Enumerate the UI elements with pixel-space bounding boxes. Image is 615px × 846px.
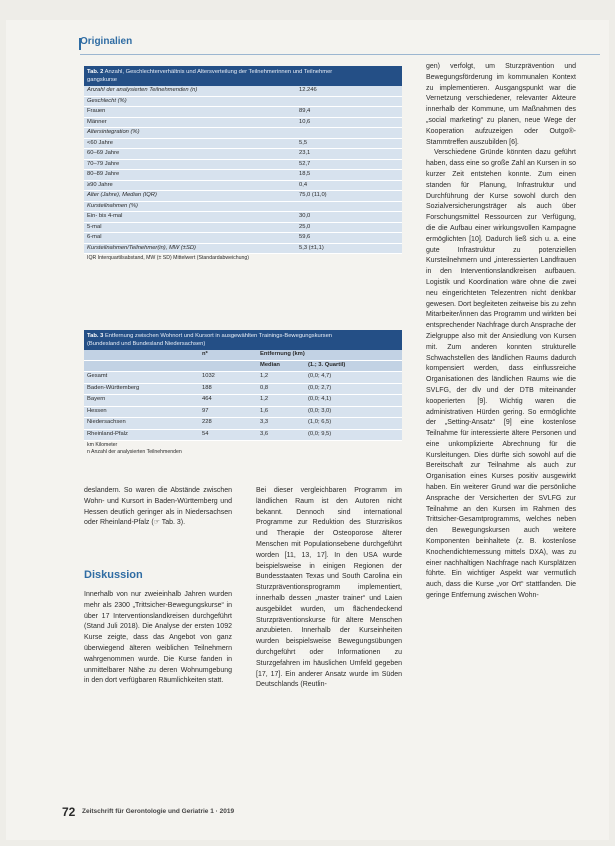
table-caption-line2: (Bundesland und Bundesland Niedersachsen) bbox=[87, 341, 206, 347]
row-value: 5,3 (±1,1) bbox=[299, 244, 324, 251]
table-row bbox=[84, 212, 402, 223]
column-header-quartile: (1.; 3. Quartil) bbox=[308, 362, 346, 368]
table-caption-label: Tab. 2 bbox=[87, 69, 104, 75]
table-footnote bbox=[84, 441, 402, 457]
column-header-median: Median bbox=[260, 362, 280, 368]
row-value: 5,5 bbox=[299, 139, 308, 146]
median-cell: 3,6 bbox=[260, 430, 269, 437]
region-cell: Bayern bbox=[87, 396, 106, 402]
paragraph: Innerhalb von nur zweieinhalb Jahren wurden mehr als 2300 „Trittsicher-Bewegungskurse“ in über 17 Interventionslandkreisen durchgeführt (Stand Juli 2018). Die Analyse der ersten 1092 Kurse zeigte, dass das Angebot von ganz überwiegend älteren weiblichen Teilnehmern wahrgenommen wurde. Die Kurse fanden in unmittelbarer Nähe zu deren Wohnumgebung in den dort verfügbaren Räumlichkeiten statt. bbox=[84, 591, 232, 685]
row-label: 5-mal bbox=[87, 223, 102, 230]
region-cell: Baden-Württemberg bbox=[87, 384, 140, 391]
table-row bbox=[84, 170, 402, 181]
region-cell: Rheinland-Pfalz bbox=[87, 430, 128, 437]
section-heading: Diskussion bbox=[84, 569, 143, 581]
row-label: 6-mal bbox=[87, 234, 102, 240]
table-caption-label: Tab. 3 bbox=[87, 333, 104, 339]
journal-title: Zeitschrift für Gerontologie und Geriatrie 1 · 2019 bbox=[82, 808, 235, 815]
n-cell: 228 bbox=[202, 419, 212, 425]
row-label: Geschlecht (%) bbox=[87, 97, 127, 104]
region-cell: Hessen bbox=[87, 407, 107, 414]
table-row bbox=[84, 97, 402, 108]
table-row bbox=[84, 139, 402, 150]
row-value: 25,0 bbox=[299, 223, 311, 230]
row-label: 70–79 Jahre bbox=[87, 160, 120, 167]
table-caption-text: Entfernung zwischen Wohnort und Kursort in ausgewählten Trainings-Bewegungskursen bbox=[104, 333, 333, 339]
row-label: Männer bbox=[87, 118, 107, 125]
paragraph: deslandern. So waren die Abstände zwischen Wohn- und Kursort in Baden-Württemberg und Hessen deutlich geringer als in Niedersachsen oder Rheinland-Pfalz (☞ Tab. 3). bbox=[84, 487, 232, 527]
median-cell: 0,8 bbox=[260, 384, 269, 391]
row-value bbox=[295, 97, 402, 107]
row-value: 10,6 bbox=[299, 118, 311, 125]
row-value: 23,1 bbox=[299, 150, 311, 156]
row-value: 18,5 bbox=[299, 171, 311, 177]
table-row bbox=[84, 407, 402, 419]
row-label: 80–89 Jahre bbox=[87, 171, 120, 177]
table-row bbox=[84, 149, 402, 160]
table-row bbox=[84, 430, 402, 442]
n-cell: 464 bbox=[202, 396, 212, 402]
table-row bbox=[84, 191, 402, 202]
row-label: Kursteilnahmen (%) bbox=[87, 202, 138, 209]
right-column bbox=[426, 62, 576, 602]
column-header-n: n* bbox=[202, 351, 208, 357]
table-caption bbox=[84, 66, 402, 86]
row-label: Kursteilnahmen/Teilnehmer(in), MW (±SD) bbox=[87, 244, 196, 251]
table-row bbox=[84, 223, 402, 234]
table-row bbox=[84, 395, 402, 407]
row-label: Altersintegration (%) bbox=[87, 129, 140, 135]
table-row bbox=[84, 160, 402, 171]
n-cell: 54 bbox=[202, 430, 209, 437]
paragraph: gen) verfolgt, um Sturzprävention und Bewegungsförderung im kommunalen Kontext zu implementieren. Ausgangspunkt war die Vernetzung verschiedener, relevanter Akteure innerhalb der Kommune, um Maßnahmen des „social marketing“ zu planen, neue Wege der Kooperation aufzuzeigen oder Outgo®-Stammtreffen auszubilden [6]. bbox=[426, 63, 576, 146]
table-row bbox=[84, 244, 402, 255]
row-label: Frauen bbox=[87, 108, 106, 114]
table-body bbox=[84, 86, 402, 254]
row-label: <60 Jahre bbox=[87, 139, 113, 146]
table-body bbox=[84, 372, 402, 441]
table-row bbox=[84, 128, 402, 139]
row-value: 52,7 bbox=[299, 160, 311, 167]
row-label: Anzahl der analysierten Teilnehmenden (n) bbox=[87, 87, 198, 93]
row-value: 12.246 bbox=[299, 87, 317, 93]
table-distance bbox=[84, 330, 402, 457]
median-cell: 1,6 bbox=[260, 407, 269, 414]
quartile-cell: (0,0; 4,7) bbox=[308, 373, 332, 379]
table-subheader-row bbox=[84, 361, 402, 372]
n-cell: 97 bbox=[202, 407, 209, 414]
table-row bbox=[84, 418, 402, 430]
left-column-body bbox=[84, 590, 232, 687]
row-value: 59,6 bbox=[299, 234, 311, 240]
row-value: 30,0 bbox=[299, 213, 311, 219]
row-value: 75,0 (11,0) bbox=[299, 192, 327, 198]
row-label: ≥90 Jahre bbox=[87, 181, 113, 188]
section-rule bbox=[80, 54, 600, 55]
page-number: 72 bbox=[62, 805, 76, 819]
quartile-cell: (0,0; 4,1) bbox=[308, 396, 332, 402]
table-caption-text: Anzahl, Geschlechterverhältnis und Altersverteilung der Teilnehmerinnen und Teilnehmer bbox=[104, 69, 333, 75]
quartile-cell: (1,0; 6,5) bbox=[308, 419, 332, 425]
table-row bbox=[84, 372, 402, 384]
paragraph: Bei dieser vergleichbaren Programm im ländlichen Raum ist den Autoren nicht bekannt. Dennoch sind international Programme zur Reduktion des Sturzrisikos und Therapie der Osteoporose älterer Menschen mit Populationsebene durchgeführt worden [11, 13, 17]. In den USA wurde beispielsweise in einigen Regionen der Bundesstaaten Texas und South Carolina ein Sturzpräventionsprogramm implementiert, innerhalb dessen „master trainer“ und Laien ausgebildet wurden, um flächendeckend Sturzpräventionskurse für ältere Menschen anzubieten. Innerhalb der Kurseinheiten wurden beispielsweise Bewegungsübungen durchgeführt oder Informationen zu Sturzgefahren im häuslichen Umfeld gegeben [17, 17]. Ein anderer Ansatz wurde im Süden Deutschlands (Reutlin- bbox=[256, 487, 402, 689]
row-value bbox=[295, 128, 402, 138]
table-footnote-2: n Anzahl der analysierten Teilnehmenden bbox=[87, 449, 182, 455]
column-header-distance: Entfernung (km) bbox=[260, 351, 305, 357]
table-caption bbox=[84, 330, 402, 350]
table-row bbox=[84, 86, 402, 97]
n-cell: 1032 bbox=[202, 373, 215, 379]
row-label: Ein- bis 4-mal bbox=[87, 213, 123, 219]
quartile-cell: (0,0; 9,5) bbox=[308, 430, 332, 437]
table-row bbox=[84, 233, 402, 244]
row-label: 60–69 Jahre bbox=[87, 150, 120, 156]
left-column-intro bbox=[84, 486, 232, 529]
median-cell: 1,2 bbox=[260, 373, 269, 379]
table-row bbox=[84, 202, 402, 213]
region-cell: Niedersachsen bbox=[87, 419, 126, 425]
table-participants bbox=[84, 66, 402, 263]
table-caption-line2: gangskurse bbox=[87, 77, 117, 83]
table-footnote-1: km Kilometer bbox=[87, 442, 118, 448]
row-value: 0,4 bbox=[299, 181, 308, 188]
table-header-row bbox=[84, 350, 402, 361]
paragraph: Verschiedene Gründe könnten dazu geführt haben, dass eine so große Zahl an Kursen in so kurzer Zeit entstehen konnte. Zum einen standen für Planung, Infrastruktur und Durchführung der Kurse sowohl durch den Sozialversicherungsträger als auch über Forschungsmittel Ressourcen zur Verfügung, die die Aufbau einer wirkungsvollen Kampagne ermöglichten [10]. Dadurch ließ sich u. a. eine gute Infrastruktur zu potenziellen Kursteilnehmern und „interessierten Landfrauen in den Interventionslandkreisen aufbauen. Logistik und Koordination wäre ohne die zwei neu eingerichteten Telezentren nicht denkbar gewesen. Dort begleiteten zeitweise bis zu zehn Mitarbeiter/innen das Programm und wirkten bei entsprechender Nachfrage durch Ansprache der Zielgruppe also mit der Ansiedlung von Kursen mit. Zum anderen konnten strukturelle Schwachstellen des ländlichen Raums dadurch kompensiert werden, dass einflussreiche Organisationen des ländlichen Raums wie die SVLFG, der dlv und der DTB miteinander kooperierten [9]. Wichtig waren die administrativen Hürden gering. So ermöglichte der „Setting-Ansatz“ [9] eine kostenlose Teilnahme für interessierte ältere Personen und eine unkomplizierte Abrechnung für die Kursleitungen. Dies dürfte sich sowohl auf die Bereitschaft zur Teilnahme als auch zur Organisation eines Kurses positiv ausgewirkt haben. Ein weiterer Grund war die persönliche Ansprache der Versicherten der SVLFG zur Teilnahme an den Kursen im Rahmen des Trittsicher-Gesamtprogramms, welches neben den Bewegungskursen auch weitere Komponenten beinhaltete (z. B. kostenlose Knochendichtemessung mittels DXA), was zu einer nachhaltigen Nachfrage nach Kursplätzen führte. Ein wichtiger Aspekt war vermutlich auch, dass die Kurse „vor Ort“ stattfanden. Die geringe Entfernung zwischen Wohn- bbox=[426, 149, 576, 600]
row-label: Alter (Jahre), Median (IQR) bbox=[87, 192, 157, 198]
n-cell: 188 bbox=[202, 384, 212, 391]
table-row bbox=[84, 118, 402, 129]
quartile-cell: (0,0; 3,0) bbox=[308, 407, 332, 414]
row-value: 89,4 bbox=[299, 108, 311, 114]
region-cell: Gesamt bbox=[87, 373, 108, 379]
quartile-cell: (0,0; 2,7) bbox=[308, 384, 332, 391]
table-row bbox=[84, 107, 402, 118]
section-label: Originalien bbox=[80, 36, 133, 47]
table-row bbox=[84, 181, 402, 192]
median-cell: 3,3 bbox=[260, 419, 269, 425]
table-footnote: IQR Interquartilsabstand, MW (± SD) Mittelwert (Standardabweichung) bbox=[84, 254, 402, 263]
middle-column bbox=[256, 486, 402, 691]
row-value bbox=[295, 202, 402, 212]
table-row bbox=[84, 384, 402, 396]
median-cell: 1,2 bbox=[260, 396, 269, 402]
